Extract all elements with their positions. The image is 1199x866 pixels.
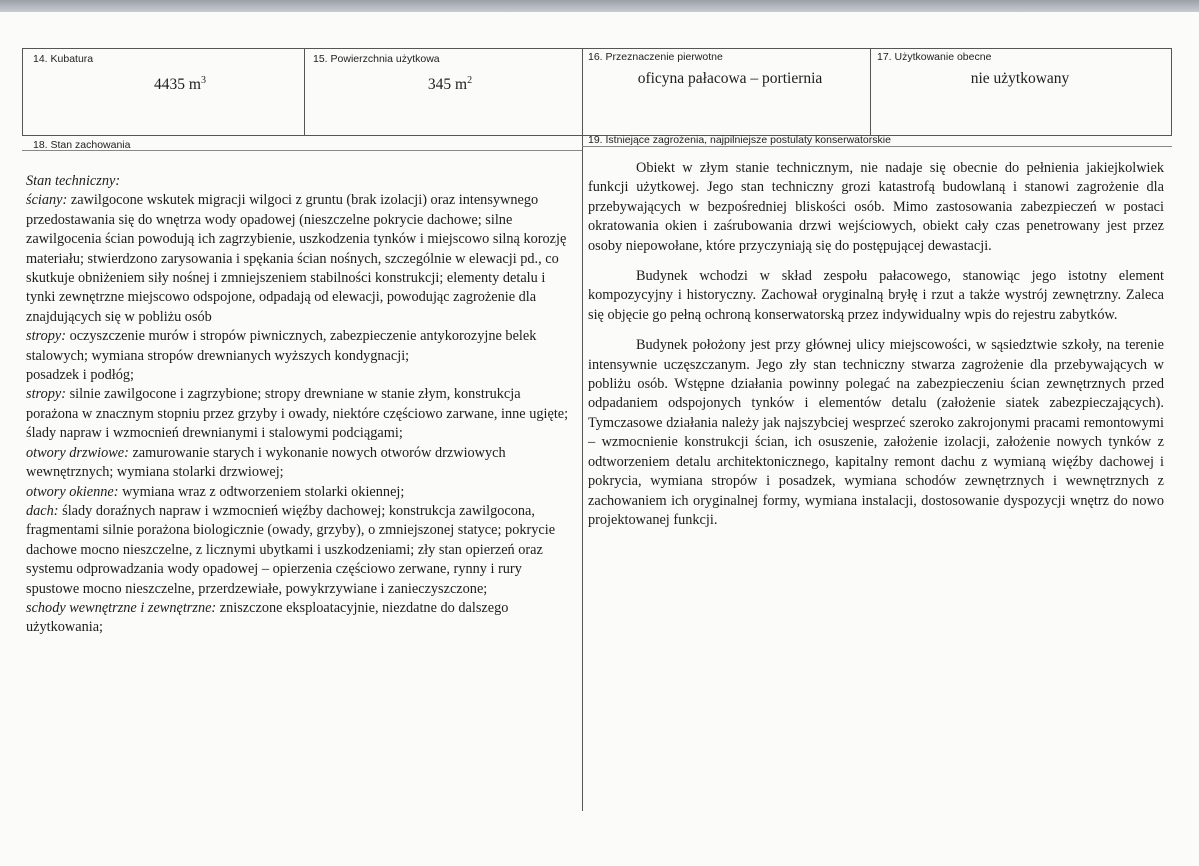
- kubatura-label: 14. Kubatura: [33, 53, 94, 65]
- zagrozenia-text: [588, 159, 1164, 541]
- scan-top-edge: [0, 0, 1199, 12]
- zagrozenia-paragraph: Obiekt w złym stanie technicznym, nie nadaje się obecnie do pełnienia jakiejkolwiek funkcji użytkowej. Jego stan techniczny grozi katastrofą budowlaną i stanowi zagrożenie dla przebywających w bezpośredniej bliskości osób. Mimo zastosowania zabezpieczeń w postaci okratowania okien i zaśrubowania drzwi wejściowych, obiekt cały czas penetrowany jest przez osoby niepowołane, które przyczyniają się do postępującej dewastacji.: [588, 160, 1164, 254]
- left-border: [22, 48, 23, 136]
- powierzchnia-label: 15. Powierzchnia użytkowa: [313, 53, 440, 65]
- stan-item: dach: ślady doraźnych napraw i wzmocnień więźby dachowej; konstrukcja zawilgocona, fragmentami silnie porażona biologicznie (owady, grzyby), o zmniejszonej statyce; pokrycie dachowe mocno nieszczelne, z licznymi ubytkami i uszkodzeniami; zły stan opierzeń oraz systemu odprowadzania wody opadowej – opierzenia częściowo zerwane, rynny i rury spustowe mocno nieszczelne, przerdzewiałe, powykrzywiane i zanieczyszczone;: [26, 502, 556, 597]
- przeznaczenie-value: oficyna pałacowa – portiernia: [637, 70, 823, 87]
- stan-item: schody wewnętrzne i zewnętrzne: zniszczone eksploatacyjnie, niezdatne do dalszego użytkowania;: [26, 599, 509, 636]
- right-border: [1171, 48, 1172, 136]
- kubatura-unit-exponent: 3: [200, 75, 206, 86]
- powierzchnia-unit-exponent: 2: [467, 75, 473, 86]
- przeznaczenie-label: 16. Przeznaczenie pierwotne: [588, 51, 723, 63]
- stan-item: stropy: silnie zawilgocone i zagrzybione; stropy drewniane w stanie złym, konstrukcja porażona w znacznym stopniu przez grzyby i owady, niektóre częściowo zarwane, inne ugięte; ślady napraw i wzmocnień drewnianymi i stalowymi podciągami;: [26, 386, 569, 442]
- label-underline-19: [582, 146, 1172, 147]
- zagrozenia-paragraph: Budynek położony jest przy głównej ulicy miejscowości, w sąsiedztwie szkoły, na terenie intensywnie uczęszczanym. Jego zły stan techniczny stwarza zagrożenie dla przebywających w pobliżu osób. Wstępne działania powinny polegać na zabezpieczeniu ścian zewnętrznych przed odpadaniem odspojonych tynków i elementów detalu (założenie siatek zabezpieczających). Tymczasowe działania należy jak najszybciej wesprzeć szeroko zakrojonymi pracami remontowymi – wzmocnienie konstrukcji ścian, ich osuszenie, założenie izolacji, założenie nowych tynków z odtworzeniem detalu architektonicznego, kapitalny remont dachu z wymianą więźby dachowej i pokrycia, wymiana stropów i posadzek, wymiana schodów zewnętrznych i wewnętrznych z zachowaniem ich oryginalnej formy, wymiana instalacji, dostosowanie dyspozycji wnętrz do nowo projektowanej funkcji.: [588, 337, 1164, 528]
- stan-heading: Stan techniczny:: [26, 173, 121, 189]
- stan-zachowania-text: [26, 172, 576, 638]
- powierzchnia-value: [400, 75, 500, 94]
- powierzchnia-number: 345 m: [427, 76, 468, 94]
- stan-item: otwory okienne: wymiana wraz z odtworzeniem stolarki okiennej;: [26, 483, 405, 500]
- stan-item: otwory drzwiowe: zamurowanie starych i wykonanie nowych otworów drzwiowych wewnętrznych; wymiana stolarki drzwiowej;: [26, 444, 506, 481]
- stan-item: posadzek i podłóg;: [26, 367, 135, 384]
- column-divider-1: [304, 48, 305, 136]
- column-divider-3: [870, 48, 871, 136]
- top-border: [22, 48, 1172, 49]
- stan-item: ściany: zawilgocone wskutek migracji wilgoci z gruntu (brak izolacji) oraz intensywnego przedostawania się do wnętrza wody opadowej (nieszczelne pokrycie dachowe; silne zawilgocenia ścian powodują ich zagrzybienie, uszkodzenia tynków i miejscowo silną korozję materiału; stwierdzono zarysowania i spękania ścian nośnych, szczególnie w elewacji pd., co skutkuje obniżeniem siły nośnej i zmniejszeniem stabilności konstrukcji; elementy detalu i tynki zewnętrzne miejscowo odspojone, odpadają od elewacji, powodując zagrożenie dla znajdujących się w pobliżu osób: [26, 192, 567, 325]
- zagrozenia-paragraph: Budynek wchodzi w skład zespołu pałacowego, stanowiąc jego istotny element kompozycyjny i historyczny. Zachował oryginalną bryłę i rzut a także wystrój zewnętrzny. Zaleca się objęcie go pełną ochroną konserwatorską przez indywidualny wpis do rejestru zabytków.: [588, 268, 1164, 323]
- uzytkowanie-label: 17. Użytkowanie obecne: [877, 51, 992, 63]
- zagrozenia-label: 19. Istniejące zagrożenia, najpilniejsze postulaty konserwatorskie: [588, 134, 891, 146]
- kubatura-number: 4435 m: [154, 76, 201, 94]
- stan-zachowania-label: 18. Stan zachowania: [33, 139, 131, 151]
- uzytkowanie-value: nie użytkowany: [970, 70, 1070, 87]
- stan-item: stropy: oczyszczenie murów i stropów piwnicznych, zabezpieczenie antykorozyjne belek stalowych; wymiana stropów drewnianych wyższych kondygnacji;: [26, 328, 537, 364]
- column-divider-2: [582, 48, 583, 811]
- kubatura-value: [125, 75, 235, 94]
